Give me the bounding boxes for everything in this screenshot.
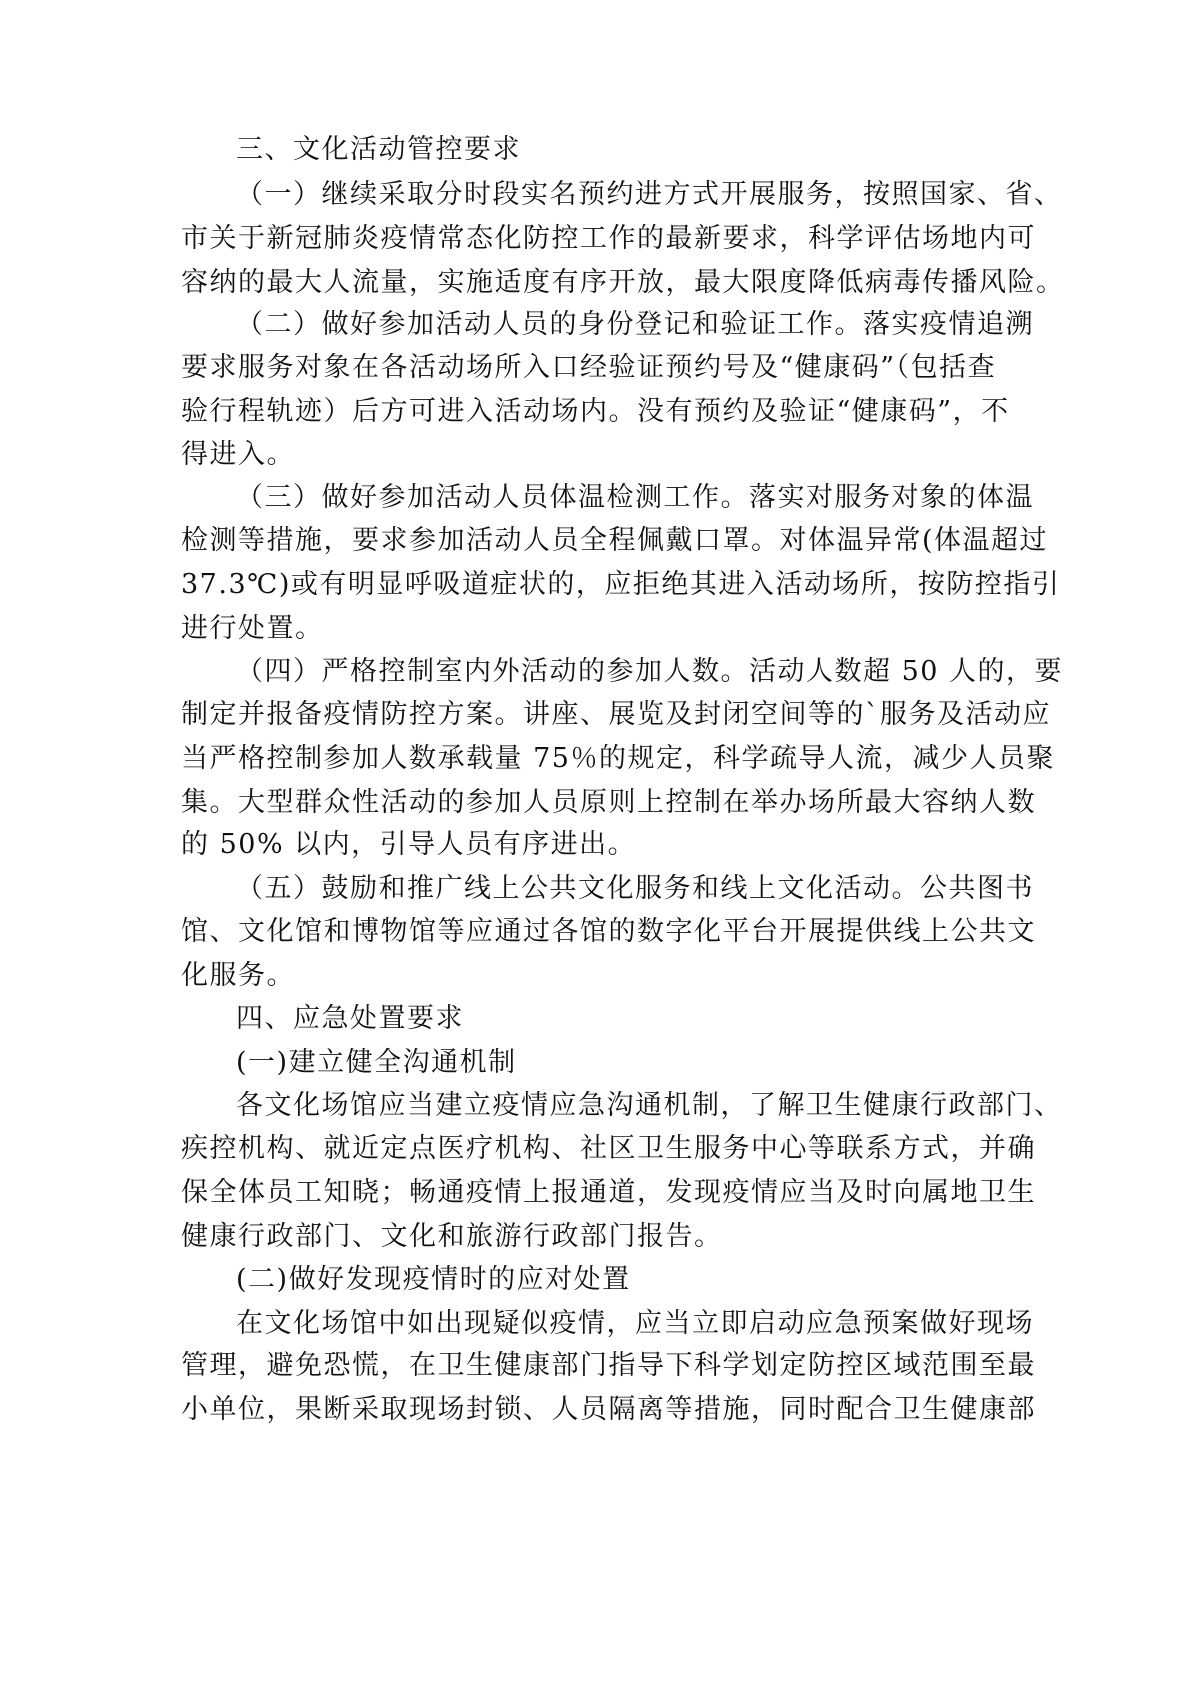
paragraph-line: 容纳的最大人流量，实施适度有序开放，最大限度降低病毒传播风险。: [181, 267, 1065, 298]
paragraph-line: 馆、文化馆和博物馆等应通过各馆的数字化平台开展提供线上公共文: [181, 916, 1036, 947]
paragraph-line: （五）鼓励和推广线上公共文化服务和线上文化活动。公共图书: [236, 873, 1034, 904]
paragraph-line: 疾控机构、就近定点医疗机构、社区卫生服务中心等联系方式，并确: [181, 1133, 1036, 1164]
paragraph-line: 管理，避免恐慌，在卫生健康部门指导下科学划定防控区域范围至最: [181, 1350, 1036, 1381]
paragraph-line: 小单位，果断采取现场封锁、人员隔离等措施，同时配合卫生健康部: [181, 1394, 1036, 1425]
subsection-heading: (二)做好发现疫情时的应对处置: [236, 1264, 631, 1295]
paragraph-line: 市关于新冠肺炎疫情常态化防控工作的最新要求，科学评估场地内可: [181, 223, 1036, 254]
subsection-heading: (一)建立健全沟通机制: [236, 1047, 517, 1078]
paragraph-line: 进行处置。: [181, 613, 324, 644]
paragraph-line: （四）严格控制室内外活动的参加人数。活动人数超 50 人的，要: [236, 656, 1064, 687]
paragraph-line: 化服务。: [181, 960, 295, 991]
paragraph-line: （一）继续采取分时段实名预约进方式开展服务，按照国家、省、: [236, 179, 1063, 210]
paragraph-line: 制定并报备疫情防控方案。讲座、展览及封闭空间等的`服务及活动应: [181, 699, 1051, 730]
paragraph-line: （三）做好参加活动人员体温检测工作。落实对服务对象的体温: [236, 482, 1034, 513]
paragraph-line: 得进入。: [181, 439, 295, 470]
paragraph-line: 37.3℃)或有明显呼吸道症状的，应拒绝其进入活动场所，按防控指引: [181, 569, 1061, 600]
paragraph-line: 要求服务对象在各活动场所入口经验证预约号及“健康码”（包括查: [181, 352, 997, 383]
section-heading-3: 三、文化活动管控要求: [236, 134, 521, 165]
paragraph-line: 的 50% 以内，引导人员有序进出。: [181, 829, 637, 860]
section-heading-4: 四、应急处置要求: [236, 1003, 464, 1034]
paragraph-line: 保全体员工知晓；畅通疫情上报通道，发现疫情应当及时向属地卫生: [181, 1177, 1036, 1208]
paragraph-line: 各文化场馆应当建立疫情应急沟通机制，了解卫生健康行政部门、: [236, 1090, 1063, 1121]
paragraph-line: 检测等措施，要求参加活动人员全程佩戴口罩。对体温异常(体温超过: [181, 525, 1049, 556]
paragraph-line: 当严格控制参加人数承载量 75％的规定，科学疏导人流，减少人员聚: [181, 743, 1055, 774]
paragraph-line: （二）做好参加活动人员的身份登记和验证工作。落实疫情追溯: [236, 309, 1034, 340]
paragraph-line: 验行程轨迹）后方可进入活动场内。没有预约及验证“健康码”，不: [181, 396, 1010, 427]
paragraph-line: 健康行政部门、文化和旅游行政部门报告。: [181, 1221, 723, 1252]
paragraph-line: 集。大型群众性活动的参加人员原则上控制在举办场所最大容纳人数: [181, 787, 1036, 818]
paragraph-line: 在文化场馆中如出现疑似疫情，应当立即启动应急预案做好现场: [236, 1308, 1034, 1339]
